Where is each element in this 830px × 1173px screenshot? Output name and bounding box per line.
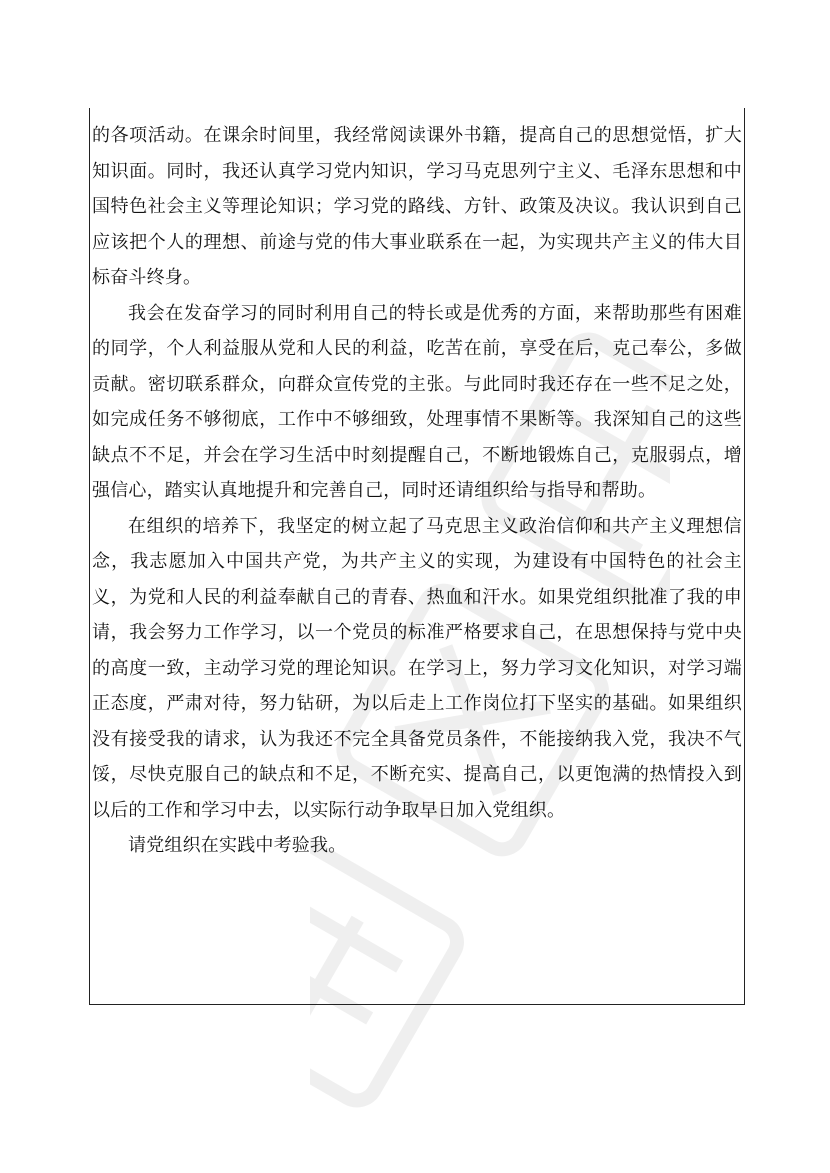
paragraph-closing: 请党组织在实践中考验我。	[128, 835, 347, 856]
paragraph-commitment: 在组织的培养下，我坚定的树立起了马克思主义政治信仰和共产主义理想信念，我志愿加入中国共产党，为共产主义的实现，为建设有中国特色的社会主义，为党和人民的利益奉献自己的青春、热血和汗水。如果党组织批准了我的申请，我会努力工作学习，以一个党员的标准严格要求自己，在思想保持与党中央的高度一致，主动学习党的理论知识。在学习上，努力学习文化知识，对学习端正态度，严肃对待，努力钻研，为以后走上工作岗位打下坚实的基础。如果组织没有接受我的请求，认为我还不完全具备党员条件，不能接纳我入党，我决不气馁，尽快克服自己的缺点和不足，不断充实、提高自己，以更饱满的热情投入到以后的工作和学习中去，以实际行动争取早日加入党组织。	[92, 515, 742, 821]
paragraph-strengths-weaknesses: 我会在发奋学习的同时利用自己的特长或是优秀的方面，来帮助那些有困难的同学，个人利益服从党和人民的利益，吃苦在前，享受在后，克己奉公，多做贡献。密切联系群众，向群众宣传党的主张。与此同时我还存在一些不足之处，如完成任务不够彻底，工作中不够细致，处理事情不果断等。我深知自己的这些缺点不不足，并会在学习生活中时刻提醒自己，不断地锻炼自己，克服弱点，增强信心，踏实认真地提升和完善自己，同时还请组织给与指导和帮助。	[92, 302, 742, 501]
paragraph-activities: 的各项活动。在课余时间里，我经常阅读课外书籍，提高自己的思想觉悟，扩大知识面。同时，我还认真学习党内知识，学习马克思列宁主义、毛泽东思想和中国特色社会主义等理论知识；学习党的路线、方针、政策及决议。我认识到自己应该把个人的理想、前途与党的伟大事业联系在一起，为实现共产主义的伟大目标奋斗终身。	[92, 125, 742, 288]
document-body	[89, 118, 745, 864]
